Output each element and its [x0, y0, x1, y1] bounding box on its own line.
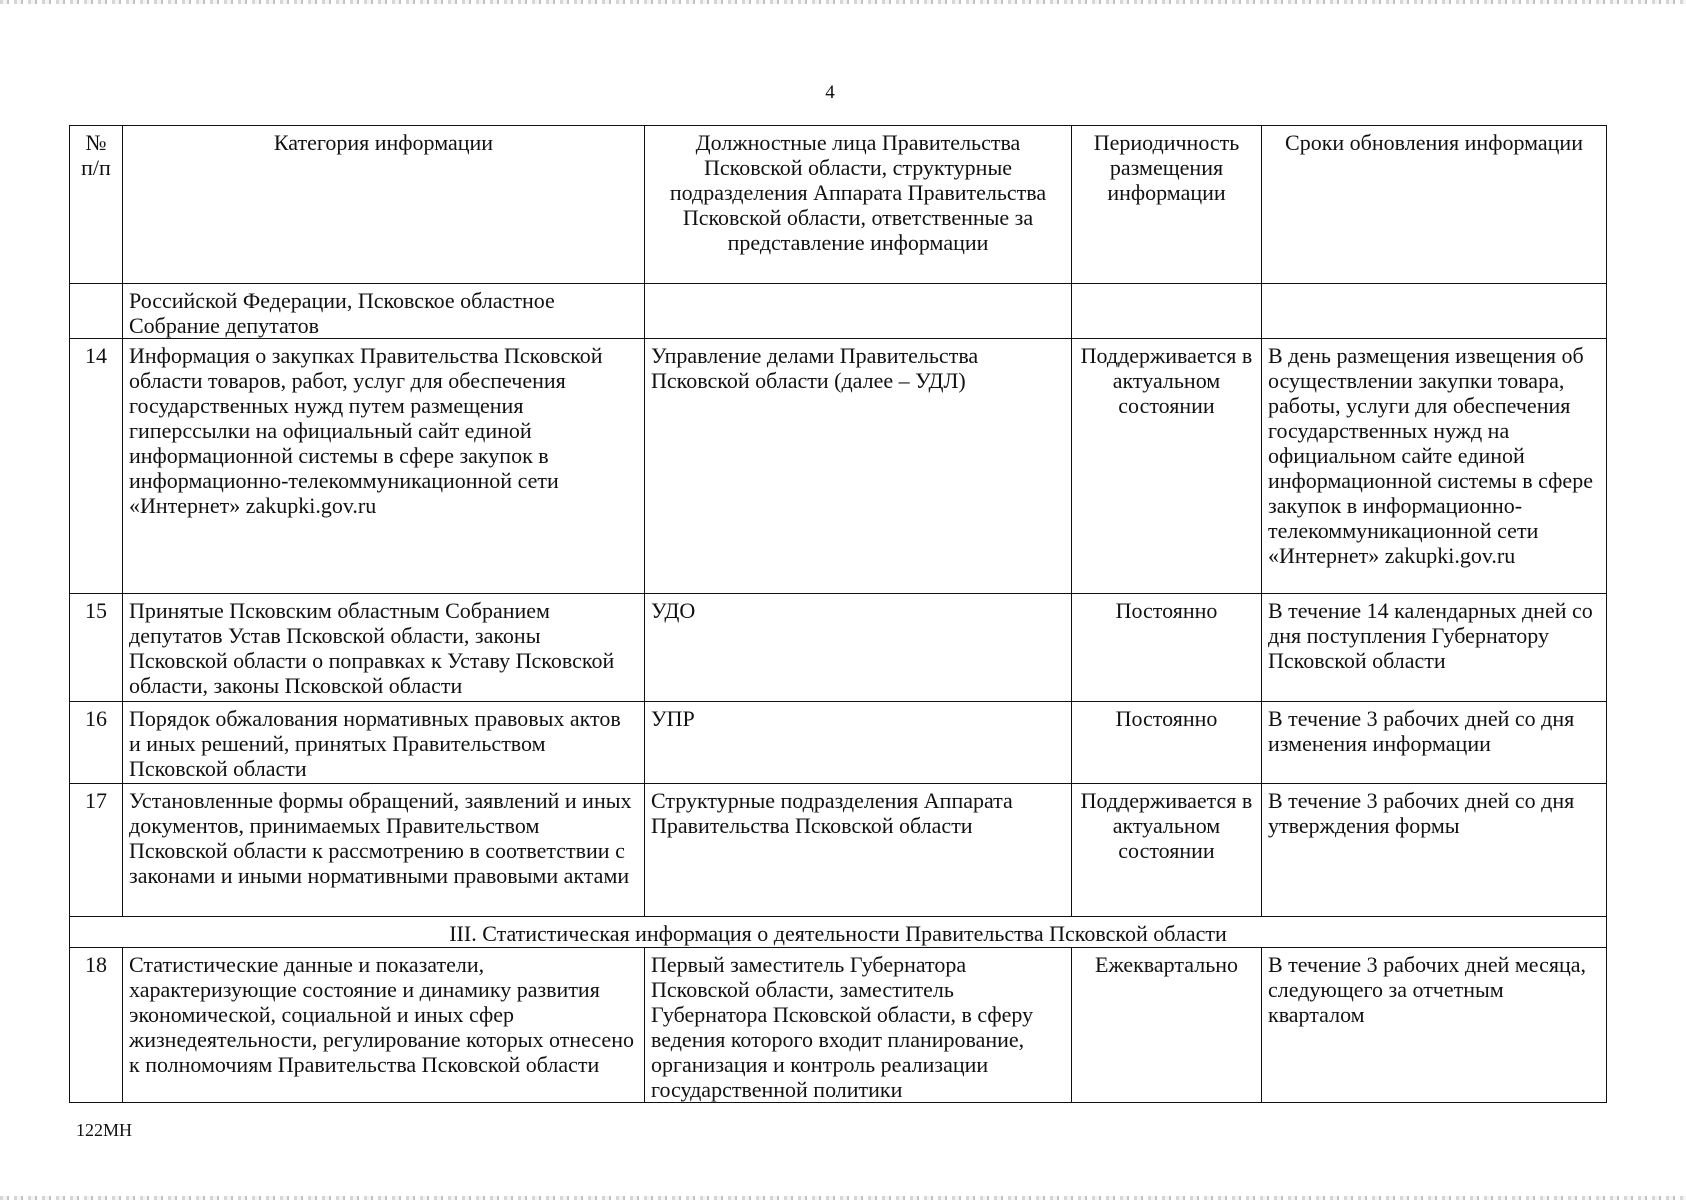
row-officials [645, 284, 1072, 339]
table-row [70, 339, 1607, 594]
row-category: Информация о закупках Правительства Псковской области товаров, работ, услуг для обеспечения государственных нужд путем размещения гиперссылки на официальный сайт единой информационной системы в сфере закупок в информационно-телекоммуникационной сети «Интернет» zakupki.gov.ru [123, 339, 645, 594]
section-heading-row [70, 917, 1607, 948]
table-header-row [70, 126, 1607, 284]
table-row [70, 784, 1607, 917]
header-num: № п/п [70, 126, 123, 284]
table-row [70, 594, 1607, 702]
row-periodicity: Ежеквартально [1072, 948, 1262, 1103]
header-periodicity: Периодичность размещения информации [1072, 126, 1262, 284]
row-num: 16 [70, 702, 123, 784]
table-row [70, 702, 1607, 784]
header-terms: Сроки обновления информации [1262, 126, 1607, 284]
info-table [69, 125, 1607, 1103]
scan-edge-bottom [0, 1196, 1686, 1200]
row-periodicity: Постоянно [1072, 702, 1262, 784]
section-heading: III. Статистическая информация о деятельности Правительства Псковской области [70, 917, 1607, 948]
row-officials: Структурные подразделения Аппарата Правительства Псковской области [645, 784, 1072, 917]
row-terms: В течение 3 рабочих дней со дня изменения информации [1262, 702, 1607, 784]
header-category: Категория информации [123, 126, 645, 284]
row-terms: В течение 3 рабочих дней месяца, следующего за отчетным кварталом [1262, 948, 1607, 1103]
document-code: 122МН [76, 1120, 133, 1140]
row-category: Установленные формы обращений, заявлений и иных документов, принимаемых Правительством Псковской области к рассмотрению в соответствии с законами и иными нормативными правовыми актами [123, 784, 645, 917]
row-num: 15 [70, 594, 123, 702]
row-periodicity: Поддерживается в актуальном состоянии [1072, 784, 1262, 917]
row-num: 14 [70, 339, 123, 594]
row-category: Статистические данные и показатели, характеризующие состояние и динамику развития экономической, социальной и иных сфер жизнедеятельности, регулирование которых отнесено к полномочиям Правительства Псковской области [123, 948, 645, 1103]
row-periodicity: Постоянно [1072, 594, 1262, 702]
row-periodicity [1072, 284, 1262, 339]
scan-edge-top [0, 0, 1686, 4]
row-terms: В день размещения извещения об осуществлении закупки товара, работы, услуги для обеспечения государственных нужд на официальном сайте единой информационной системы в сфере закупок в информационно-телекоммуникационной сети «Интернет» zakupki.gov.ru [1262, 339, 1607, 594]
row-officials: УПР [645, 702, 1072, 784]
row-num: 17 [70, 784, 123, 917]
table-row [70, 284, 1607, 339]
row-num [70, 284, 123, 339]
row-num: 18 [70, 948, 123, 1103]
row-terms: В течение 3 рабочих дней со дня утверждения формы [1262, 784, 1607, 917]
header-officials: Должностные лица Правительства Псковской области, структурные подразделения Аппарата Правительства Псковской области, ответственные за представление информации [645, 126, 1072, 284]
row-periodicity: Поддерживается в актуальном состоянии [1072, 339, 1262, 594]
page-number: 4 [825, 82, 835, 103]
row-terms: В течение 14 календарных дней со дня поступления Губернатору Псковской области [1262, 594, 1607, 702]
row-terms [1262, 284, 1607, 339]
row-officials: Первый заместитель Губернатора Псковской области, заместитель Губернатора Псковской области, в сферу ведения которого входит планирование, организация и контроль реализации государственной политики [645, 948, 1072, 1103]
row-category: Российской Федерации, Псковское областное Собрание депутатов [123, 284, 645, 339]
table-row [70, 948, 1607, 1103]
row-officials: Управление делами Правительства Псковской области (далее – УДЛ) [645, 339, 1072, 594]
row-category: Порядок обжалования нормативных правовых актов и иных решений, принятых Правительством Псковской области [123, 702, 645, 784]
row-category: Принятые Псковским областным Собранием депутатов Устав Псковской области, законы Псковской области о поправках к Уставу Псковской области, законы Псковской области [123, 594, 645, 702]
row-officials: УДО [645, 594, 1072, 702]
